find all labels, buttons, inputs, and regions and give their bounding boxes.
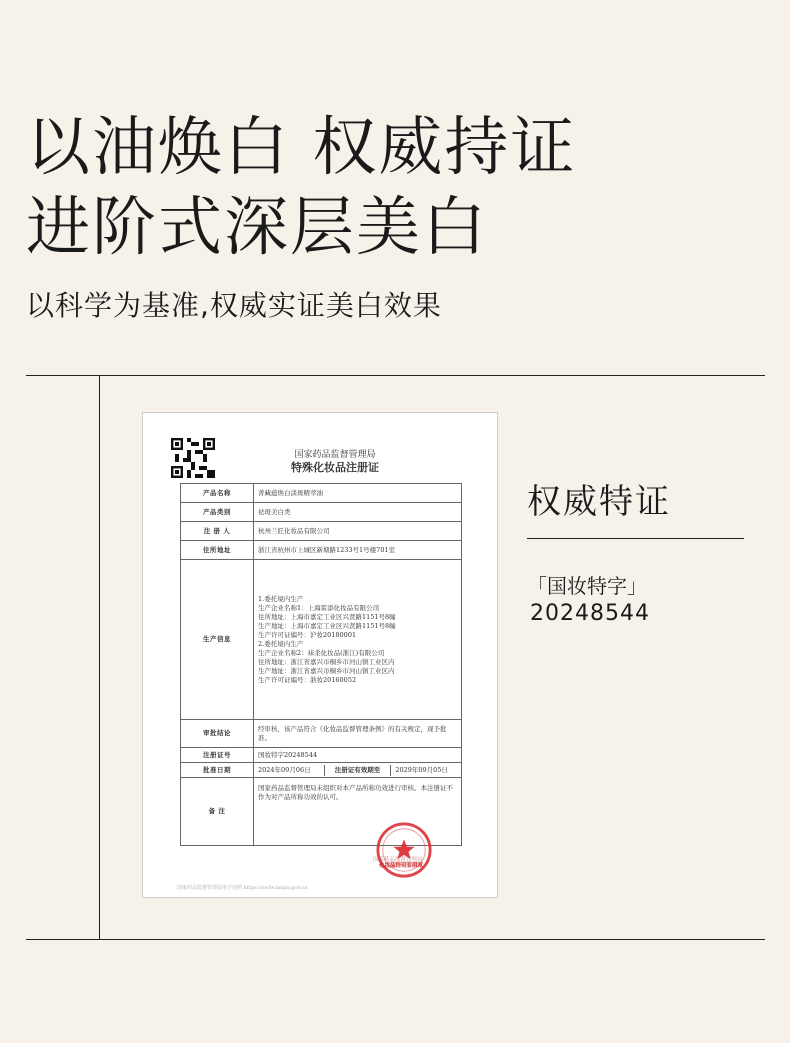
side-divider (527, 538, 744, 539)
product-name-label: 产品名称 (181, 484, 254, 503)
table-row (181, 541, 462, 560)
remarks-label: 备 注 (181, 778, 254, 846)
certificate-issuer: 国家药品监督管理局 (294, 450, 376, 460)
approve-date-label: 批准日期 (181, 763, 254, 778)
certificate-title: 特殊化妆品注册证 (291, 461, 379, 474)
production-label: 生产信息 (181, 560, 254, 720)
side-number: 20248544 (530, 601, 650, 626)
reg-no-value: 国妆特字20248544 (254, 748, 462, 763)
production-value (254, 560, 462, 720)
production-line: 1.委托境内生产 (258, 594, 304, 603)
approve-date-row (254, 765, 461, 776)
table-row (181, 720, 462, 748)
table-row (181, 522, 462, 541)
address-value: 浙江省杭州市上城区新塘路1233号1号楼701室 (254, 541, 462, 560)
side-title: 权威特证 (527, 482, 671, 522)
table-row (181, 503, 462, 522)
approve-date-cell (254, 763, 462, 778)
table-row (181, 560, 462, 720)
valid-until-value: 2029年09月05日 (395, 765, 448, 774)
production-line: 住所地址：上海市嘉定工业区兴贤路1151号8幢 (258, 612, 396, 621)
address-label: 住所地址 (181, 541, 254, 560)
table-row (181, 484, 462, 503)
approval-value: 经审核，该产品符合《化妆品监督管理条例》的有关规定，现予批准。 (254, 720, 462, 748)
certificate-footer-url: 国家药品监督管理局电子证照 https://zwfw.nmpa.gov.cn (177, 885, 308, 891)
approve-date-value: 2024年09月06日 (258, 765, 311, 774)
table-row (181, 763, 462, 778)
subheadline: 以科学为基准,权威实证美白效果 (26, 289, 442, 322)
vertical-divider (99, 376, 100, 940)
seal-text: 化妆品许可专用章 (379, 863, 424, 869)
certificate-table (180, 483, 462, 846)
production-line: 2.委托境内生产 (258, 639, 304, 648)
headline-line2: 进阶式深层美白 (26, 191, 488, 265)
top-divider (26, 375, 765, 376)
product-name-value: 菁藏蕴焕白淡斑精萃油 (254, 484, 462, 503)
production-line: 生产许可证编号：沪妆20180001 (258, 630, 357, 639)
headline (26, 108, 576, 268)
side-tag: 「国妆特字」 (527, 574, 647, 598)
registration-certificate (142, 412, 498, 898)
registrant-label: 注 册 人 (181, 522, 254, 541)
production-line: 生产地址：上海市嘉定工业区兴贤路1151号8幢 (258, 621, 396, 630)
production-line: 生产企业名称2：袜柔化妆品(浙江)有限公司 (258, 648, 385, 657)
production-line: 住所地址：浙江省嘉兴市桐乡市河山镇工业区内 (258, 657, 395, 666)
category-value: 祛斑美白类 (254, 503, 462, 522)
valid-until-label: 注册证有效期至 (324, 765, 392, 776)
category-label: 产品类别 (181, 503, 254, 522)
production-line: 生产地址：浙江省嘉兴市桐乡市河山镇工业区内 (258, 666, 395, 675)
approval-label: 审批结论 (181, 720, 254, 748)
official-seal-icon (375, 821, 433, 879)
seal-issuer: 国家药品监督管理局 (373, 857, 423, 863)
production-line: 生产企业名称1：上海雷添化妆品有限公司 (258, 603, 380, 612)
remarks-value: 国家药品监督管理局未组织对本产品所称功效进行审核。本注册证不作为对产品所称功效的认可。 (254, 778, 462, 846)
headline-line1: 以油焕白 权威持证 (26, 111, 577, 185)
production-line: 生产许可证编号：浙妆20160052 (258, 675, 357, 684)
table-row (181, 748, 462, 763)
reg-no-label: 注册证号 (181, 748, 254, 763)
registrant-value: 杭州兰匠化妆品有限公司 (254, 522, 462, 541)
bottom-divider (26, 939, 765, 940)
